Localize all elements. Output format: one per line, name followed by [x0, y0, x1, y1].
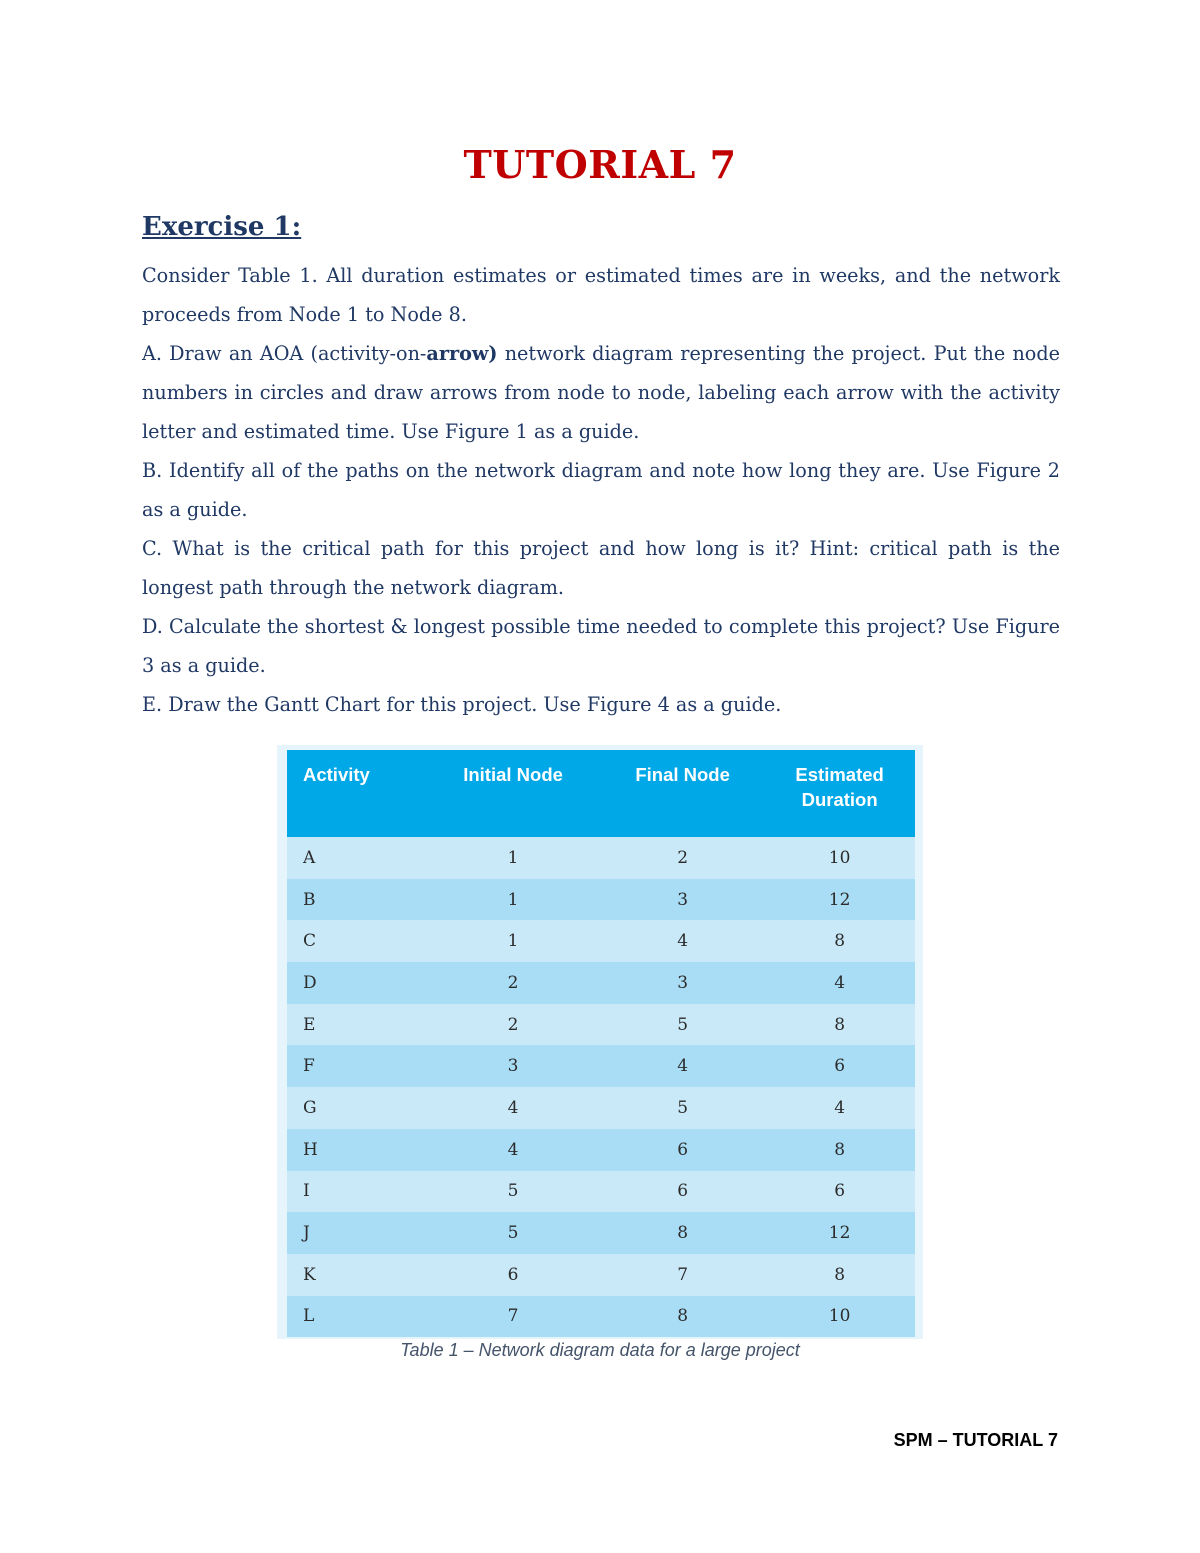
cell-estimated-duration: 8: [764, 1254, 915, 1296]
cell-activity: I: [287, 1171, 425, 1213]
table-caption: Table 1 – Network diagram data for a large project: [400, 1340, 800, 1360]
cell-estimated-duration: 10: [764, 837, 915, 879]
cell-estimated-duration: 6: [764, 1045, 915, 1087]
table-row: [287, 1045, 915, 1087]
exercise-item-c: C. What is the critical path for this project and how long is it? Hint: critical path is the longest path through the network diagram.: [142, 537, 1060, 599]
table-row: [287, 1087, 915, 1129]
cell-initial-node: 3: [425, 1045, 601, 1087]
cell-activity: B: [287, 879, 425, 921]
cell-activity: K: [287, 1254, 425, 1296]
cell-estimated-duration: 12: [764, 879, 915, 921]
cell-final-node: 3: [601, 879, 764, 921]
cell-activity: F: [287, 1045, 425, 1087]
table-row: [287, 837, 915, 879]
cell-estimated-duration: 6: [764, 1171, 915, 1213]
exercise-item-a: [142, 334, 1060, 451]
table-row: [287, 962, 915, 1004]
table-row: [287, 1296, 915, 1338]
cell-estimated-duration: 8: [764, 1129, 915, 1171]
cell-final-node: 8: [601, 1296, 764, 1338]
table-row: [287, 879, 915, 921]
exercise-intro: Consider Table 1. All duration estimates or estimated times are in weeks, and the network proceeds from Node 1 to Node 8.: [142, 264, 1060, 326]
cell-activity: G: [287, 1087, 425, 1129]
cell-final-node: 5: [601, 1087, 764, 1129]
cell-final-node: 7: [601, 1254, 764, 1296]
header-final-node: Final Node: [601, 750, 764, 837]
cell-activity: D: [287, 962, 425, 1004]
cell-activity: L: [287, 1296, 425, 1338]
cell-final-node: 6: [601, 1129, 764, 1171]
table-row: [287, 1171, 915, 1213]
cell-final-node: 4: [601, 1045, 764, 1087]
cell-final-node: 2: [601, 837, 764, 879]
table-row: [287, 1254, 915, 1296]
cell-initial-node: 5: [425, 1212, 601, 1254]
cell-initial-node: 1: [425, 879, 601, 921]
page-footer: SPM – TUTORIAL 7: [893, 1430, 1058, 1450]
cell-final-node: 5: [601, 1004, 764, 1046]
exercise-body: [142, 256, 1060, 724]
cell-initial-node: 6: [425, 1254, 601, 1296]
network-data-table: [287, 750, 915, 1337]
header-activity: Activity: [287, 750, 425, 837]
cell-final-node: 4: [601, 920, 764, 962]
exercise-item-e: E. Draw the Gantt Chart for this project. Use Figure 4 as a guide.: [142, 693, 782, 716]
exercise-item-d: D. Calculate the shortest & longest possible time needed to complete this project? Use Figure 3 as a guide.: [142, 615, 1060, 677]
cell-activity: C: [287, 920, 425, 962]
table-header-row: [287, 750, 915, 837]
cell-activity: A: [287, 837, 425, 879]
cell-initial-node: 4: [425, 1129, 601, 1171]
cell-estimated-duration: 8: [764, 1004, 915, 1046]
cell-initial-node: 2: [425, 1004, 601, 1046]
cell-estimated-duration: 8: [764, 920, 915, 962]
item-a-bold-text: arrow): [426, 342, 498, 365]
header-initial-node: Initial Node: [425, 750, 601, 837]
page-title: TUTORIAL 7: [463, 142, 737, 187]
table-row: [287, 920, 915, 962]
cell-initial-node: 5: [425, 1171, 601, 1213]
exercise-heading: Exercise 1:: [142, 212, 302, 242]
header-estimated-duration: Estimated Duration: [764, 750, 915, 837]
cell-final-node: 3: [601, 962, 764, 1004]
cell-initial-node: 1: [425, 837, 601, 879]
cell-activity: E: [287, 1004, 425, 1046]
table-row: [287, 1212, 915, 1254]
cell-activity: J: [287, 1212, 425, 1254]
cell-estimated-duration: 12: [764, 1212, 915, 1254]
cell-final-node: 6: [601, 1171, 764, 1213]
table-row: [287, 1004, 915, 1046]
exercise-item-b: B. Identify all of the paths on the network diagram and note how long they are. Use Figure 2 as a guide.: [142, 459, 1060, 521]
cell-estimated-duration: 10: [764, 1296, 915, 1338]
cell-initial-node: 2: [425, 962, 601, 1004]
cell-initial-node: 1: [425, 920, 601, 962]
table-row: [287, 1129, 915, 1171]
table-body: [287, 837, 915, 1337]
cell-estimated-duration: 4: [764, 1087, 915, 1129]
item-a-text-start: A. Draw an AOA (activity-on-: [142, 342, 427, 365]
cell-estimated-duration: 4: [764, 962, 915, 1004]
cell-activity: H: [287, 1129, 425, 1171]
cell-final-node: 8: [601, 1212, 764, 1254]
cell-initial-node: 7: [425, 1296, 601, 1338]
item-a-text-end: network diagram representing the project. Put the node numbers in circles and draw arrows from node to node, labeling each arrow with the activity letter and estimated time. Use Figure 1 as a guide.: [142, 342, 1060, 443]
cell-initial-node: 4: [425, 1087, 601, 1129]
